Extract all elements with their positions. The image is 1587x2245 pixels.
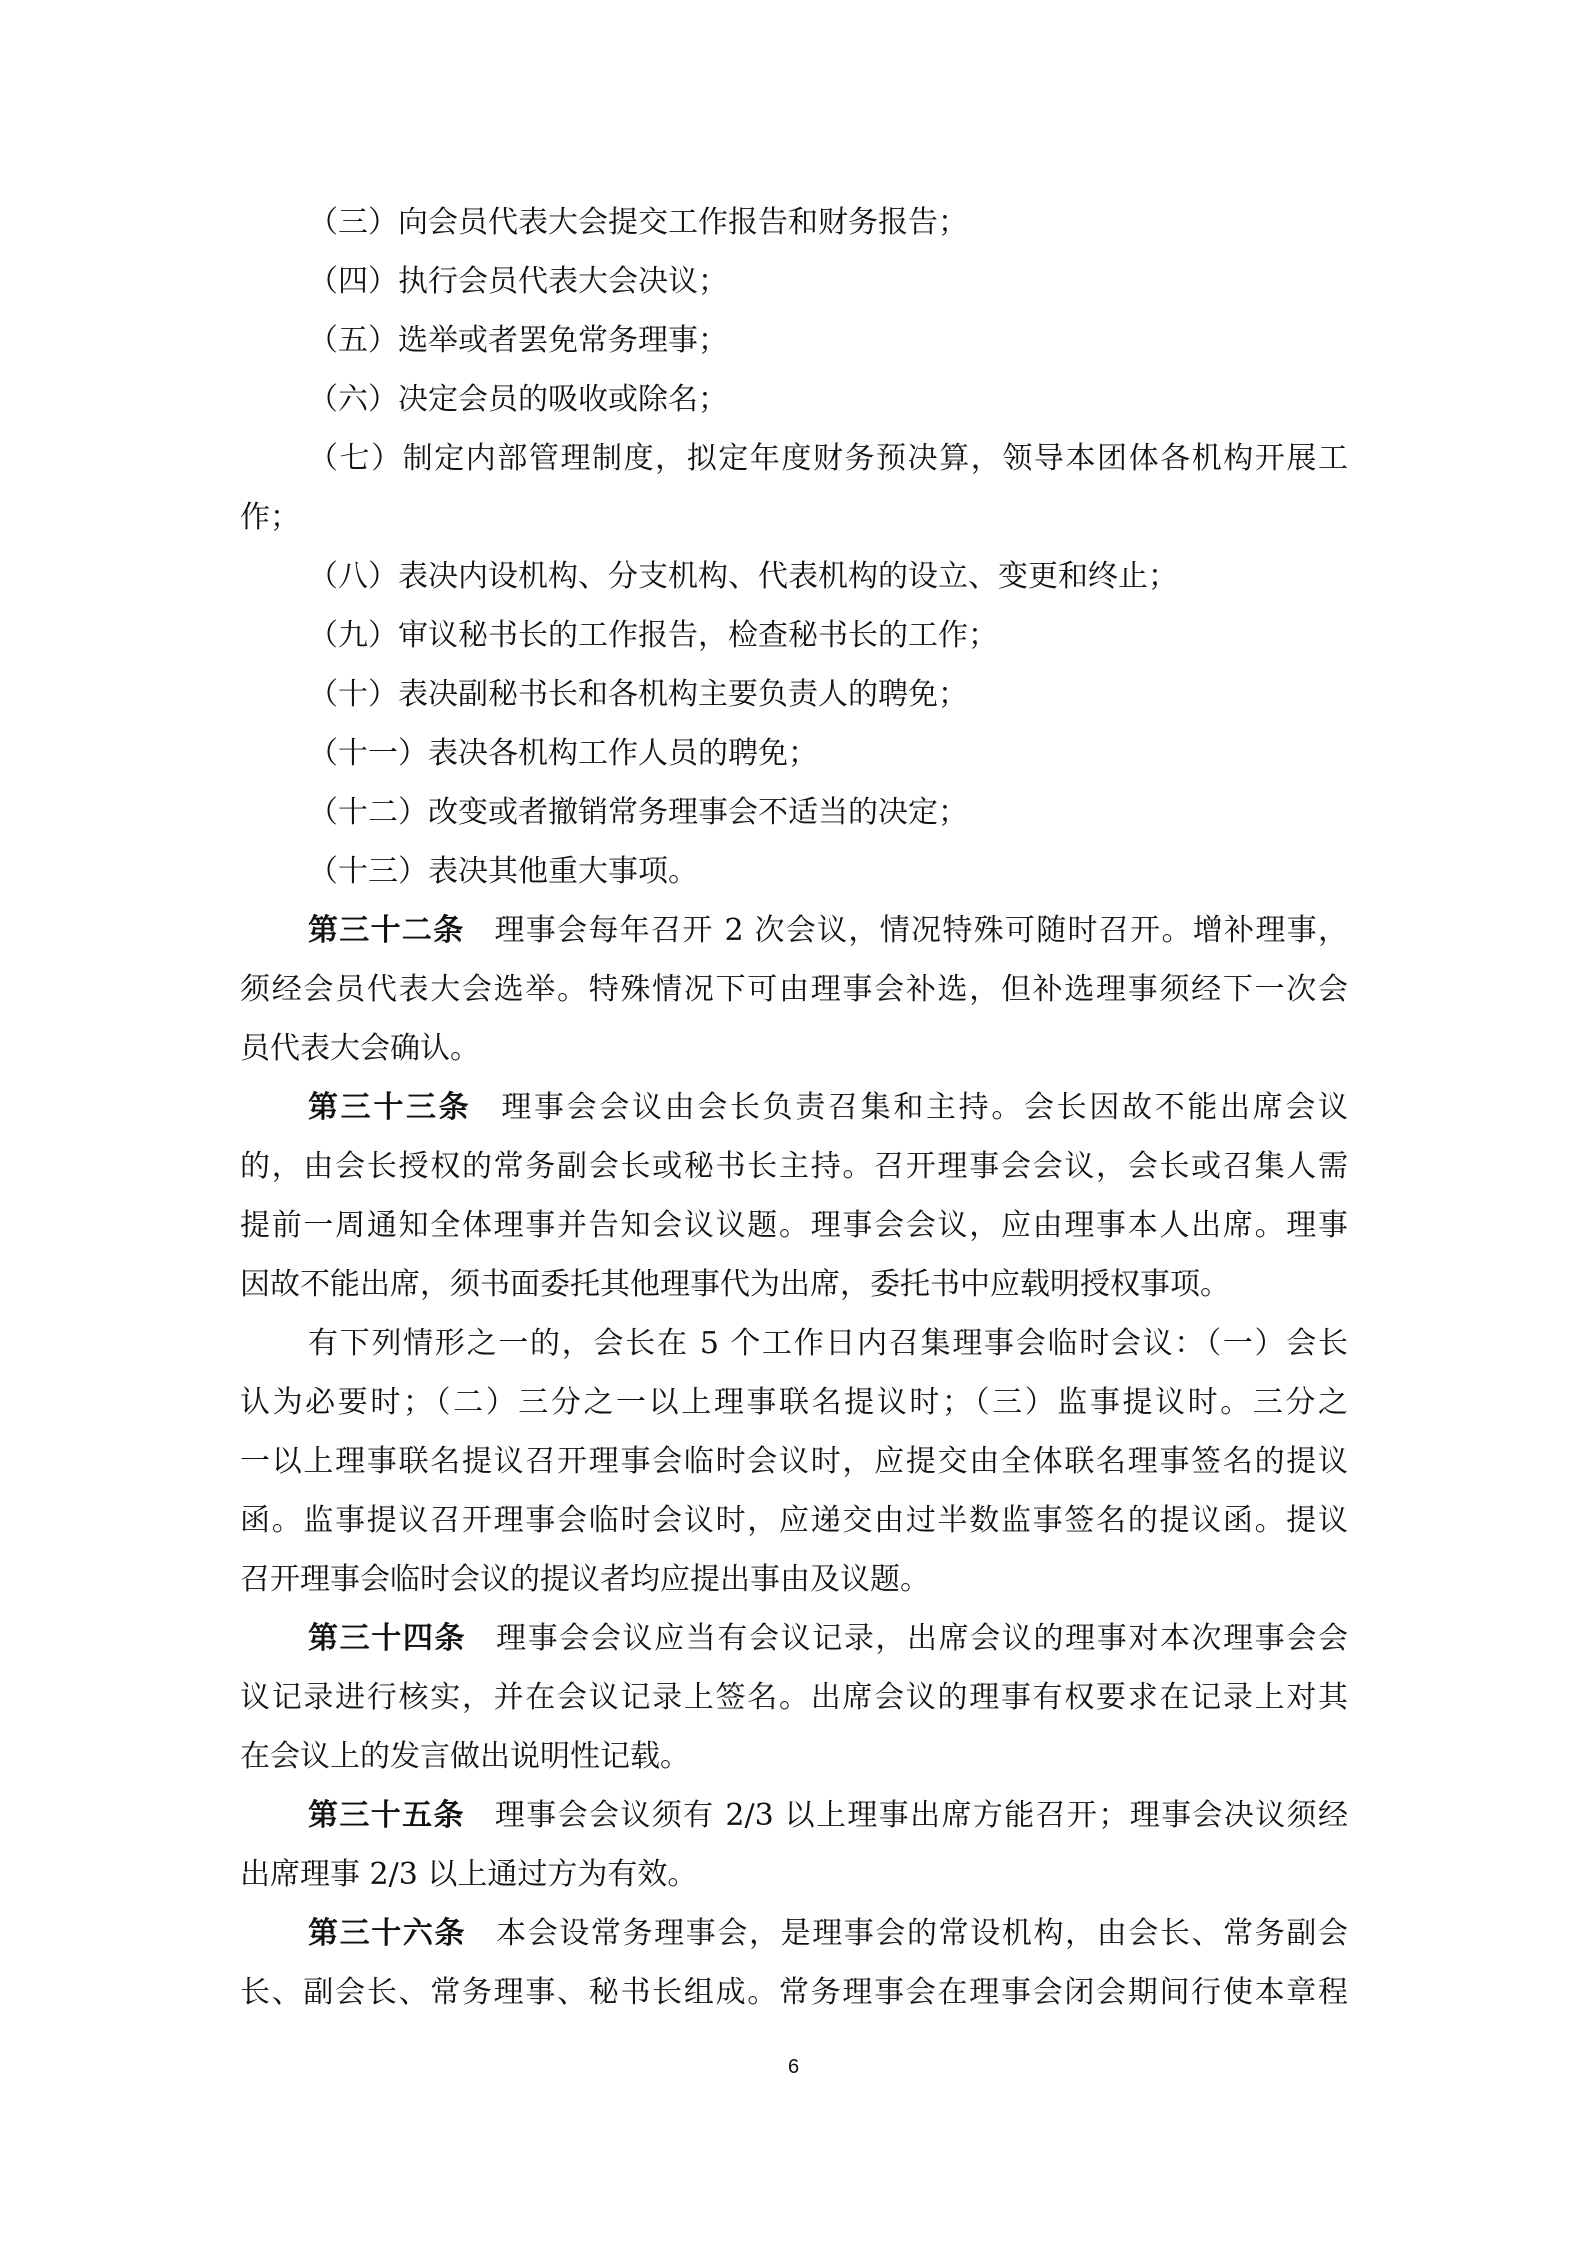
article-paragraph: 有下列情形之一的，会长在 5 个工作日内召集理事会临时会议：（一）会长	[308, 1326, 1348, 1361]
article-32: 第三十二条 理事会每年召开 2 次会议，情况特殊可随时召开。增补理事，	[308, 913, 1348, 948]
list-item: （六）决定会员的吸收或除名；	[308, 382, 728, 417]
page-number: 6	[787, 2056, 800, 2078]
article-title: 第三十四条	[308, 1621, 467, 1656]
article-title: 第三十二条	[308, 913, 465, 948]
article-line: 员代表大会确认。	[240, 1031, 480, 1066]
article-35: 第三十五条 理事会会议须有 2/3 以上理事出席方能召开；理事会决议须经	[308, 1798, 1349, 1833]
article-line: 函。监事提议召开理事会临时会议时，应递交由过半数监事签名的提议函。提议	[240, 1503, 1348, 1538]
list-item: （十二）改变或者撤销常务理事会不适当的决定；	[308, 795, 968, 830]
article-title: 第三十六条	[308, 1916, 467, 1951]
article-line: 议记录进行核实，并在会议记录上签名。出席会议的理事有权要求在记录上对其	[240, 1680, 1348, 1715]
list-item: （九）审议秘书长的工作报告，检查秘书长的工作；	[308, 618, 998, 653]
list-item: （五）选举或者罢免常务理事；	[308, 323, 728, 358]
article-line: 一以上理事联名提议召开理事会临时会议时，应提交由全体联名理事签名的提议	[240, 1444, 1348, 1479]
article-line: 召开理事会临时会议的提议者均应提出事由及议题。	[240, 1562, 930, 1597]
article-36: 第三十六条 本会设常务理事会，是理事会的常设机构，由会长、常务副会	[308, 1916, 1349, 1951]
article-title: 第三十五条	[308, 1798, 465, 1833]
list-item: （十三）表决其他重大事项。	[308, 854, 698, 889]
list-item: （十一）表决各机构工作人员的聘免；	[308, 736, 818, 771]
list-item: （十）表决副秘书长和各机构主要负责人的聘免；	[308, 677, 968, 712]
list-item: （四）执行会员代表大会决议；	[308, 264, 728, 299]
article-line: 长、副会长、常务理事、秘书长组成。常务理事会在理事会闭会期间行使本章程	[240, 1975, 1348, 2010]
list-item: （三）向会员代表大会提交工作报告和财务报告；	[308, 205, 968, 240]
article-34: 第三十四条 理事会会议应当有会议记录，出席会议的理事对本次理事会会	[308, 1621, 1349, 1656]
article-line: 的，由会长授权的常务副会长或秘书长主持。召开理事会会议，会长或召集人需	[240, 1149, 1348, 1184]
article-line: 出席理事 2/3 以上通过方为有效。	[240, 1857, 698, 1892]
list-item: （八）表决内设机构、分支机构、代表机构的设立、变更和终止；	[308, 559, 1178, 594]
list-item: （七）制定内部管理制度，拟定年度财务预决算，领导本团体各机构开展工	[308, 441, 1348, 476]
article-33: 第三十三条 理事会会议由会长负责召集和主持。会长因故不能出席会议	[308, 1090, 1349, 1125]
article-line: 须经会员代表大会选举。特殊情况下可由理事会补选，但补选理事须经下一次会	[240, 972, 1348, 1007]
list-item-continuation: 作；	[240, 500, 300, 535]
article-line: 提前一周通知全体理事并告知会议议题。理事会会议，应由理事本人出席。理事	[240, 1208, 1348, 1243]
article-line: 认为必要时；（二）三分之一以上理事联名提议时；（三）监事提议时。三分之	[240, 1385, 1348, 1420]
article-title: 第三十三条	[308, 1090, 472, 1125]
article-line: 因故不能出席，须书面委托其他理事代为出席，委托书中应载明授权事项。	[240, 1267, 1230, 1302]
article-line: 在会议上的发言做出说明性记载。	[240, 1739, 690, 1774]
